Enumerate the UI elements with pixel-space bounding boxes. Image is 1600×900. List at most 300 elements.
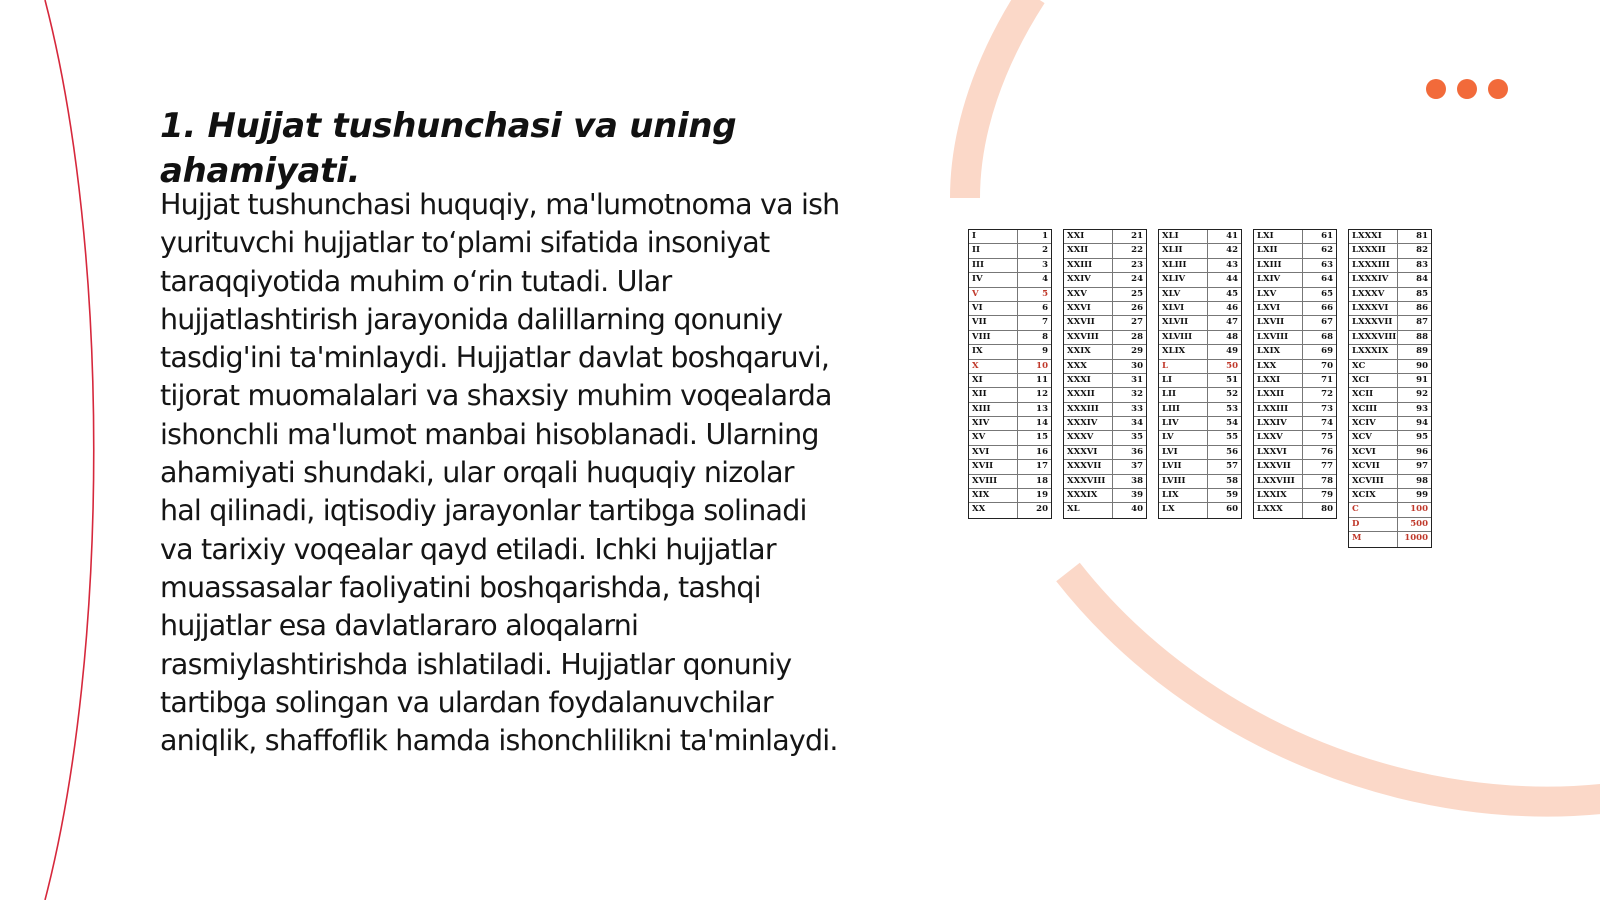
roman-numeral-cell: XLVI [1159, 302, 1208, 315]
numeral-column [1253, 229, 1337, 519]
roman-numeral-cell: LIII [1159, 403, 1208, 416]
arabic-number-cell: 45 [1226, 288, 1238, 299]
roman-numeral-cell: V [969, 288, 1018, 301]
arabic-number-cell: 3 [1042, 259, 1048, 270]
arabic-number-cell: 89 [1416, 346, 1428, 357]
arabic-number-cell: 95 [1416, 432, 1428, 443]
numeral-row [1064, 244, 1146, 258]
roman-numeral-cell: LXXVII [1254, 460, 1303, 473]
numeral-row [1159, 489, 1241, 503]
roman-numeral-cell: LXXIX [1254, 489, 1303, 502]
arabic-number-cell: 61 [1321, 231, 1333, 241]
arabic-number-cell: 84 [1416, 274, 1428, 285]
numeral-row [1064, 331, 1146, 345]
arabic-number-cell: 33 [1131, 403, 1143, 414]
numeral-row [1064, 302, 1146, 316]
numeral-row [1349, 417, 1431, 431]
numeral-row [969, 316, 1051, 330]
arabic-number-cell: 60 [1226, 504, 1238, 515]
numeral-row [1064, 460, 1146, 474]
numeral-row [1064, 316, 1146, 330]
roman-numeral-table [968, 229, 1434, 547]
arabic-number-cell: 38 [1131, 475, 1143, 486]
roman-numeral-cell: XVI [969, 446, 1018, 459]
numeral-row [1254, 273, 1336, 287]
roman-numeral-cell: XLIII [1159, 259, 1208, 272]
arabic-number-cell: 53 [1226, 403, 1238, 414]
arabic-number-cell: 8 [1042, 331, 1048, 342]
roman-numeral-cell: LXXXVIII [1349, 331, 1398, 344]
arabic-number-cell: 99 [1416, 490, 1428, 501]
arabic-number-cell: 47 [1226, 317, 1238, 328]
numeral-row [1159, 503, 1241, 517]
numeral-row [1064, 288, 1146, 302]
roman-numeral-cell: XCIX [1349, 489, 1398, 502]
numeral-row [1349, 489, 1431, 503]
arabic-number-cell: 35 [1131, 432, 1143, 443]
numeral-row [969, 460, 1051, 474]
arabic-number-cell: 69 [1321, 346, 1333, 357]
arabic-number-cell: 81 [1416, 231, 1428, 241]
numeral-row [1349, 331, 1431, 345]
upper-arc [965, 0, 1032, 198]
arabic-number-cell: 90 [1416, 360, 1428, 371]
roman-numeral-cell: IV [969, 273, 1018, 286]
numeral-row [1254, 388, 1336, 402]
roman-numeral-cell: LXX [1254, 360, 1303, 373]
roman-numeral-cell: LXXXII [1349, 244, 1398, 257]
arabic-number-cell: 10 [1036, 360, 1048, 371]
arabic-number-cell: 52 [1226, 389, 1238, 400]
arabic-number-cell: 42 [1226, 245, 1238, 256]
arabic-number-cell: 1000 [1404, 533, 1428, 544]
numeral-row [1254, 360, 1336, 374]
numeral-row [1159, 475, 1241, 489]
dot [1488, 79, 1508, 99]
numeral-row [1159, 417, 1241, 431]
roman-numeral-cell: XXVI [1064, 302, 1113, 315]
numeral-row [1064, 446, 1146, 460]
numeral-row [1349, 532, 1431, 546]
roman-numeral-cell: XXXI [1064, 374, 1113, 387]
arabic-number-cell: 15 [1036, 432, 1048, 443]
roman-numeral-cell: XLVII [1159, 316, 1208, 329]
slide-body-text: Hujjat tushunchasi huquqiy, ma'lumotnoma va ish yurituvchi hujjatlar to‘plami sifatida insoniyat taraqqiyotida muhim o‘rin tutadi. Ular hujjatlashtirish jarayonida dalillarning qonuniy tasdig'ini ta'minlaydi. Hujjatlar davlat boshqaruvi, tijorat muomalalari va shaxsiy muhim voqealarda ishonchli ma'lumot manbai hisoblanadi. Ularning ahamiyati shundaki, ular orqali huquqiy nizolar hal qilinadi, iqtisodiy jarayonlar tartibga solinadi va tarixiy voqealar qayd etiladi. Ichki hujjatlar muassasalar faoliyatini boshqarishda, tashqi hujjatlar esa davlatlararo aloqalarni rasmiylashtirishda ishlatiladi. Hujjatlar qonuniy tartibga solingan va ulardan foydalanuvchilar aniqlik, shaffoflik hamda ishonchlilikni ta'minlaydi. [160, 188, 840, 758]
arabic-number-cell: 70 [1321, 360, 1333, 371]
arabic-number-cell: 18 [1036, 475, 1048, 486]
arabic-number-cell: 21 [1131, 231, 1143, 241]
numeral-row [1159, 403, 1241, 417]
arabic-number-cell: 49 [1226, 346, 1238, 357]
numeral-row [1159, 331, 1241, 345]
arabic-number-cell: 1 [1042, 231, 1048, 241]
numeral-row [1159, 230, 1241, 244]
numeral-row [969, 345, 1051, 359]
dot [1457, 79, 1477, 99]
arabic-number-cell: 9 [1042, 346, 1048, 357]
arabic-number-cell: 28 [1131, 331, 1143, 342]
arabic-number-cell: 64 [1321, 274, 1333, 285]
numeral-row [969, 288, 1051, 302]
roman-numeral-cell: LVI [1159, 446, 1208, 459]
numeral-row [1349, 273, 1431, 287]
numeral-row [1064, 345, 1146, 359]
roman-numeral-cell: LII [1159, 388, 1208, 401]
arabic-number-cell: 67 [1321, 317, 1333, 328]
arabic-number-cell: 24 [1131, 274, 1143, 285]
numeral-column [1158, 229, 1242, 519]
numeral-row [969, 374, 1051, 388]
arabic-number-cell: 14 [1036, 418, 1048, 429]
roman-numeral-cell: LXXXIV [1349, 273, 1398, 286]
numeral-row [1349, 503, 1431, 517]
roman-numeral-cell: XX [969, 503, 1018, 517]
roman-numeral-cell: LXXX [1254, 503, 1303, 517]
roman-numeral-cell: XLI [1159, 230, 1208, 243]
arabic-number-cell: 100 [1410, 504, 1428, 515]
roman-numeral-cell: XCI [1349, 374, 1398, 387]
roman-numeral-cell: XL [1064, 503, 1113, 517]
numeral-row [969, 431, 1051, 445]
numeral-row [1254, 460, 1336, 474]
numeral-row [1064, 374, 1146, 388]
roman-numeral-cell: XXIII [1064, 259, 1113, 272]
roman-numeral-cell: II [969, 244, 1018, 257]
arabic-number-cell: 65 [1321, 288, 1333, 299]
numeral-row [1159, 360, 1241, 374]
arabic-number-cell: 27 [1131, 317, 1143, 328]
roman-numeral-cell: LXI [1254, 230, 1303, 243]
arabic-number-cell: 85 [1416, 288, 1428, 299]
roman-numeral-cell: XC [1349, 360, 1398, 373]
numeral-row [969, 273, 1051, 287]
numeral-row [969, 302, 1051, 316]
roman-numeral-cell: XXXVII [1064, 460, 1113, 473]
roman-numeral-cell: XXVIII [1064, 331, 1113, 344]
numeral-row [1064, 403, 1146, 417]
arabic-number-cell: 34 [1131, 418, 1143, 429]
arabic-number-cell: 40 [1131, 504, 1143, 515]
roman-numeral-cell: XXXVIII [1064, 475, 1113, 488]
numeral-row [969, 244, 1051, 258]
roman-numeral-cell: LXXV [1254, 431, 1303, 444]
roman-numeral-cell: XVIII [969, 475, 1018, 488]
arabic-number-cell: 71 [1321, 374, 1333, 385]
numeral-row [1254, 259, 1336, 273]
roman-numeral-cell: XXIV [1064, 273, 1113, 286]
arabic-number-cell: 29 [1131, 346, 1143, 357]
roman-numeral-cell: XLII [1159, 244, 1208, 257]
arabic-number-cell: 86 [1416, 302, 1428, 313]
more-dots-icon [1426, 79, 1508, 99]
roman-numeral-cell: LXVIII [1254, 331, 1303, 344]
numeral-row [1064, 475, 1146, 489]
roman-numeral-cell: LXXI [1254, 374, 1303, 387]
roman-numeral-cell: XIV [969, 417, 1018, 430]
roman-numeral-cell: LXXXIII [1349, 259, 1398, 272]
arabic-number-cell: 83 [1416, 259, 1428, 270]
roman-numeral-cell: LXXXI [1349, 230, 1398, 243]
roman-numeral-cell: IX [969, 345, 1018, 358]
numeral-row [1349, 230, 1431, 244]
roman-numeral-cell: XXX [1064, 360, 1113, 373]
arabic-number-cell: 48 [1226, 331, 1238, 342]
arabic-number-cell: 44 [1226, 274, 1238, 285]
arabic-number-cell: 75 [1321, 432, 1333, 443]
numeral-row [1254, 302, 1336, 316]
arabic-number-cell: 63 [1321, 259, 1333, 270]
arabic-number-cell: 91 [1416, 374, 1428, 385]
roman-numeral-cell: L [1159, 360, 1208, 373]
numeral-row [969, 475, 1051, 489]
dot [1426, 79, 1446, 99]
numeral-row [1349, 302, 1431, 316]
numeral-row [1159, 259, 1241, 273]
numeral-row [1254, 374, 1336, 388]
numeral-row [1254, 475, 1336, 489]
arabic-number-cell: 94 [1416, 418, 1428, 429]
roman-numeral-cell: XCII [1349, 388, 1398, 401]
arabic-number-cell: 43 [1226, 259, 1238, 270]
arabic-number-cell: 88 [1416, 331, 1428, 342]
roman-numeral-cell: XV [969, 431, 1018, 444]
numeral-row [1254, 230, 1336, 244]
arabic-number-cell: 57 [1226, 461, 1238, 472]
roman-numeral-cell: XIX [969, 489, 1018, 502]
numeral-row [1254, 431, 1336, 445]
numeral-row [1254, 503, 1336, 517]
numeral-row [1349, 360, 1431, 374]
arabic-number-cell: 30 [1131, 360, 1143, 371]
roman-numeral-cell: XXXIII [1064, 403, 1113, 416]
roman-numeral-cell: LXXVI [1254, 446, 1303, 459]
roman-numeral-cell: M [1349, 532, 1398, 546]
arabic-number-cell: 5 [1042, 288, 1048, 299]
roman-numeral-cell: LXII [1254, 244, 1303, 257]
roman-numeral-cell: XLVIII [1159, 331, 1208, 344]
numeral-row [1349, 446, 1431, 460]
roman-numeral-cell: XCVIII [1349, 475, 1398, 488]
numeral-row [1254, 403, 1336, 417]
numeral-row [1254, 316, 1336, 330]
numeral-row [1159, 316, 1241, 330]
arabic-number-cell: 56 [1226, 446, 1238, 457]
arabic-number-cell: 72 [1321, 389, 1333, 400]
numeral-row [1254, 288, 1336, 302]
arabic-number-cell: 4 [1042, 274, 1048, 285]
roman-numeral-cell: XI [969, 374, 1018, 387]
arabic-number-cell: 50 [1226, 360, 1238, 371]
roman-numeral-cell: LXXIV [1254, 417, 1303, 430]
numeral-row [1159, 302, 1241, 316]
arabic-number-cell: 31 [1131, 374, 1143, 385]
roman-numeral-cell: XXVII [1064, 316, 1113, 329]
arabic-number-cell: 54 [1226, 418, 1238, 429]
numeral-row [1349, 475, 1431, 489]
numeral-row [1159, 460, 1241, 474]
roman-numeral-cell: LI [1159, 374, 1208, 387]
numeral-row [1064, 489, 1146, 503]
roman-numeral-cell: LXXII [1254, 388, 1303, 401]
numeral-row [969, 489, 1051, 503]
numeral-row [1159, 374, 1241, 388]
roman-numeral-cell: XXI [1064, 230, 1113, 243]
roman-numeral-cell: LIV [1159, 417, 1208, 430]
arabic-number-cell: 98 [1416, 475, 1428, 486]
arabic-number-cell: 74 [1321, 418, 1333, 429]
numeral-column [1348, 229, 1432, 548]
numeral-row [1254, 417, 1336, 431]
numeral-row [1064, 417, 1146, 431]
arabic-number-cell: 55 [1226, 432, 1238, 443]
arabic-number-cell: 41 [1226, 231, 1238, 241]
arabic-number-cell: 76 [1321, 446, 1333, 457]
numeral-row [1159, 273, 1241, 287]
arabic-number-cell: 87 [1416, 317, 1428, 328]
arabic-number-cell: 36 [1131, 446, 1143, 457]
roman-numeral-cell: XLIX [1159, 345, 1208, 358]
arabic-number-cell: 22 [1131, 245, 1143, 256]
numeral-row [1349, 388, 1431, 402]
numeral-row [1254, 345, 1336, 359]
arabic-number-cell: 78 [1321, 475, 1333, 486]
arabic-number-cell: 93 [1416, 403, 1428, 414]
numeral-row [969, 446, 1051, 460]
numeral-row [1159, 288, 1241, 302]
roman-numeral-cell: LXXIII [1254, 403, 1303, 416]
roman-numeral-cell: XXXIV [1064, 417, 1113, 430]
numeral-row [1254, 331, 1336, 345]
roman-numeral-cell: LX [1159, 503, 1208, 517]
arabic-number-cell: 96 [1416, 446, 1428, 457]
numeral-row [1349, 345, 1431, 359]
arabic-number-cell: 46 [1226, 302, 1238, 313]
numeral-row [969, 230, 1051, 244]
roman-numeral-cell: XXIX [1064, 345, 1113, 358]
roman-numeral-cell: XLV [1159, 288, 1208, 301]
arabic-number-cell: 80 [1321, 504, 1333, 515]
arabic-number-cell: 7 [1042, 317, 1048, 328]
roman-numeral-cell: XXXV [1064, 431, 1113, 444]
numeral-row [1349, 244, 1431, 258]
arabic-number-cell: 68 [1321, 331, 1333, 342]
numeral-row [1159, 388, 1241, 402]
numeral-row [969, 388, 1051, 402]
numeral-row [1064, 360, 1146, 374]
roman-numeral-cell: D [1349, 518, 1398, 531]
numeral-row [1064, 431, 1146, 445]
roman-numeral-cell: XVII [969, 460, 1018, 473]
roman-numeral-cell: LVII [1159, 460, 1208, 473]
roman-numeral-cell: XIII [969, 403, 1018, 416]
numeral-row [1064, 259, 1146, 273]
roman-numeral-cell: LXXVIII [1254, 475, 1303, 488]
roman-numeral-cell: III [969, 259, 1018, 272]
numeral-row [1159, 446, 1241, 460]
roman-numeral-cell: LXXXIX [1349, 345, 1398, 358]
numeral-row [1159, 431, 1241, 445]
arabic-number-cell: 59 [1226, 490, 1238, 501]
roman-numeral-cell: C [1349, 503, 1398, 516]
roman-numeral-cell: XLIV [1159, 273, 1208, 286]
arabic-number-cell: 79 [1321, 490, 1333, 501]
arabic-number-cell: 26 [1131, 302, 1143, 313]
numeral-row [1349, 518, 1431, 532]
roman-numeral-cell: LXXXVII [1349, 316, 1398, 329]
numeral-row [1159, 244, 1241, 258]
numeral-column [1063, 229, 1147, 519]
numeral-row [1349, 259, 1431, 273]
arabic-number-cell: 66 [1321, 302, 1333, 313]
arabic-number-cell: 92 [1416, 389, 1428, 400]
slide-title: 1. Hujjat tushunchasi va uning ahamiyati. [160, 106, 737, 191]
roman-numeral-cell: XCIII [1349, 403, 1398, 416]
roman-numeral-cell: LXVI [1254, 302, 1303, 315]
roman-numeral-cell: XXII [1064, 244, 1113, 257]
numeral-row [969, 331, 1051, 345]
arabic-number-cell: 13 [1036, 403, 1048, 414]
roman-numeral-cell: VI [969, 302, 1018, 315]
lower-arc [1068, 572, 1600, 802]
numeral-row [969, 417, 1051, 431]
numeral-row [1349, 374, 1431, 388]
numeral-row [1254, 244, 1336, 258]
left-curve-line [45, 0, 94, 900]
numeral-row [1349, 316, 1431, 330]
roman-numeral-cell: XCVII [1349, 460, 1398, 473]
arabic-number-cell: 25 [1131, 288, 1143, 299]
roman-numeral-cell: XII [969, 388, 1018, 401]
arabic-number-cell: 500 [1410, 518, 1428, 529]
roman-numeral-cell: XXXIX [1064, 489, 1113, 502]
arabic-number-cell: 58 [1226, 475, 1238, 486]
numeral-column [968, 229, 1052, 519]
arabic-number-cell: 32 [1131, 389, 1143, 400]
arabic-number-cell: 20 [1036, 504, 1048, 515]
roman-numeral-cell: I [969, 230, 1018, 243]
roman-numeral-cell: LXIII [1254, 259, 1303, 272]
numeral-row [969, 403, 1051, 417]
arabic-number-cell: 17 [1036, 461, 1048, 472]
roman-numeral-cell: LXV [1254, 288, 1303, 301]
arabic-number-cell: 12 [1036, 389, 1048, 400]
roman-numeral-cell: XCV [1349, 431, 1398, 444]
arabic-number-cell: 19 [1036, 490, 1048, 501]
roman-numeral-cell: LXXXV [1349, 288, 1398, 301]
arabic-number-cell: 51 [1226, 374, 1238, 385]
numeral-row [1159, 345, 1241, 359]
roman-numeral-cell: XXXVI [1064, 446, 1113, 459]
arabic-number-cell: 2 [1042, 245, 1048, 256]
numeral-row [1349, 288, 1431, 302]
roman-numeral-cell: LXXXVI [1349, 302, 1398, 315]
roman-numeral-cell: XXXII [1064, 388, 1113, 401]
arabic-number-cell: 39 [1131, 490, 1143, 501]
arabic-number-cell: 16 [1036, 446, 1048, 457]
roman-numeral-cell: LIX [1159, 489, 1208, 502]
arabic-number-cell: 23 [1131, 259, 1143, 270]
arabic-number-cell: 11 [1036, 374, 1048, 385]
arabic-number-cell: 37 [1131, 461, 1143, 472]
arabic-number-cell: 97 [1416, 461, 1428, 472]
numeral-row [969, 360, 1051, 374]
roman-numeral-cell: LXVII [1254, 316, 1303, 329]
roman-numeral-cell: XCIV [1349, 417, 1398, 430]
arabic-number-cell: 77 [1321, 461, 1333, 472]
arabic-number-cell: 73 [1321, 403, 1333, 414]
roman-numeral-cell: LXIV [1254, 273, 1303, 286]
roman-numeral-cell: XXV [1064, 288, 1113, 301]
